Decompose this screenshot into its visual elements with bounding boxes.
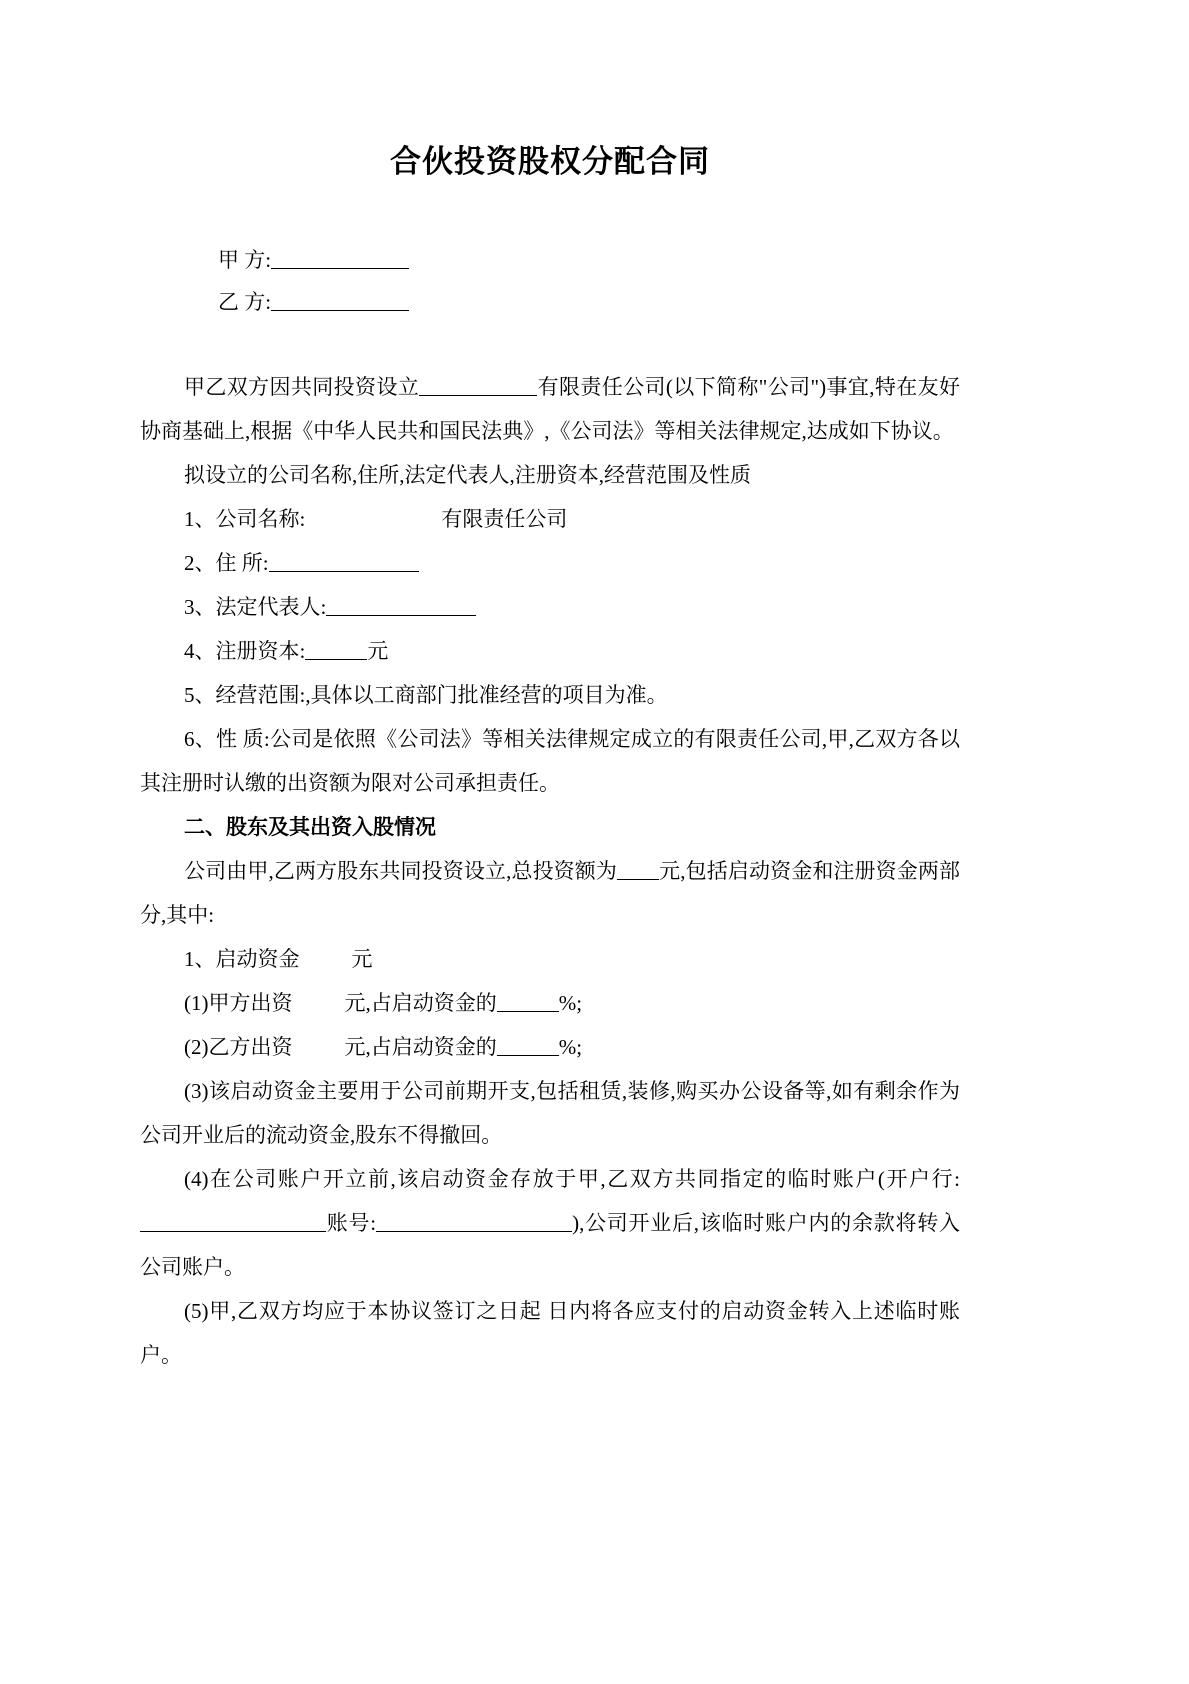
total-investment-blank[interactable] (617, 859, 659, 880)
item-label: 公司名称: (215, 507, 306, 532)
item-label: 经营范围: (215, 683, 306, 708)
item-label: 性 质: (215, 727, 270, 752)
subitem-mid: 元,占启动资金的 (344, 1035, 497, 1060)
subitem-label: 乙方出资 (208, 1035, 293, 1060)
document-content (140, 0, 960, 1377)
item-company-name (140, 497, 960, 541)
item-label: 启动资金 (215, 947, 300, 972)
item-nature (140, 717, 960, 805)
subitem-label: 甲方出资 (208, 991, 293, 1016)
item-registered-capital (140, 629, 960, 673)
party-line-jia (140, 239, 960, 281)
preamble-tail: 有限责任公司(以下简称"公司")事宜,特在友好协商基础上,根据《中华人民共和国民法典》,《公司法》等相关法律规定,达成如下协议。 (140, 375, 960, 444)
item-startup-fund (140, 937, 960, 981)
intro-lead: 公司由甲,乙两方股东共同投资设立,总投资额为 (184, 859, 618, 884)
item-number: 4、 (184, 639, 216, 664)
item-legal-representative (140, 585, 960, 629)
registered-capital-blank[interactable] (305, 639, 367, 660)
subitem-number: (5) (184, 1299, 209, 1324)
subitem-tail: %; (558, 1035, 583, 1060)
section-one-heading: 拟设立的公司名称,住所,法定代表人,注册资本,经营范围及性质 (184, 463, 751, 488)
subitem-temporary-account (140, 1157, 960, 1289)
item-suffix: ,具体以工商部门批准经营的项目为准。 (305, 683, 668, 708)
item-suffix: 元 (367, 639, 389, 664)
item-number: 3、 (184, 595, 216, 620)
item-number: 6、 (184, 727, 216, 752)
subitem-transfer-deadline (140, 1289, 960, 1377)
item-suffix: 公司是依照《公司法》等相关法律规定成立的有限责任公司,甲,乙双方各以其注册时认缴的出资额为限对公司承担责任。 (140, 727, 961, 796)
address-blank[interactable] (269, 551, 419, 572)
subitem-number: (2) (184, 1035, 209, 1060)
subitem-lead: 在公司账户开立前,该启动资金存放于甲,乙双方共同指定的临时账户(开户行: (208, 1167, 960, 1192)
subitem-number: (4) (184, 1167, 209, 1192)
section-two-intro (140, 849, 960, 937)
legal-representative-blank[interactable] (326, 595, 476, 616)
party-label-yi: 乙 方: (218, 290, 272, 315)
party-label-jia: 甲 方: (218, 248, 272, 273)
subitem-tail: %; (558, 991, 583, 1016)
party-line-yi (140, 281, 960, 323)
item-number: 2、 (184, 551, 216, 576)
subitem-mid: 元,占启动资金的 (344, 991, 497, 1016)
subitem-party-a-contribution (140, 981, 960, 1025)
account-number-blank[interactable] (376, 1211, 572, 1232)
party-a-percent-blank[interactable] (497, 991, 559, 1012)
item-label: 注册资本: (215, 639, 306, 664)
subitem-tail: ),公司开业后,该临时账户内的余款将转入公司账户。 (140, 1211, 960, 1280)
item-number: 1、 (184, 507, 216, 532)
page-title: 合伙投资股权分配合同 (390, 144, 710, 179)
subitem-number: (3) (184, 1079, 209, 1104)
item-number: 5、 (184, 683, 216, 708)
section-two-heading: 二、股东及其出资入股情况 (184, 815, 436, 840)
preamble-lead: 甲乙双方因共同投资设立 (184, 375, 420, 400)
party-blank-yi[interactable] (271, 290, 409, 311)
body-block (140, 365, 960, 1377)
item-label: 法定代表人: (215, 595, 327, 620)
subitem-text: 甲,乙双方均应于本协议签订之日起 日内将各应支付的启动资金转入上述临时账户。 (140, 1299, 960, 1368)
party-b-percent-blank[interactable] (497, 1035, 559, 1056)
item-business-scope (140, 673, 960, 717)
item-number: 1、 (184, 947, 216, 972)
intro-tail: 元,包括启动资金和注册资金两部分,其中: (140, 859, 961, 928)
subitem-party-b-contribution (140, 1025, 960, 1069)
subitem-text: 该启动资金主要用于公司前期开支,包括租赁,装修,购买办公设备等,如有剩余作为公司开业后的流动资金,股东不得撤回。 (140, 1079, 960, 1148)
party-block (140, 239, 960, 323)
item-address (140, 541, 960, 585)
bank-name-blank[interactable] (140, 1211, 326, 1232)
company-name-blank[interactable] (419, 375, 537, 396)
subitem-mid: 账号: (326, 1211, 377, 1236)
subitem-startup-fund-usage (140, 1069, 960, 1157)
item-unit: 元 (351, 947, 373, 972)
item-label: 住 所: (215, 551, 269, 576)
party-blank-jia[interactable] (271, 248, 409, 269)
item-suffix: 有限责任公司 (441, 507, 568, 532)
preamble-paragraph (140, 365, 960, 453)
subitem-number: (1) (184, 991, 209, 1016)
